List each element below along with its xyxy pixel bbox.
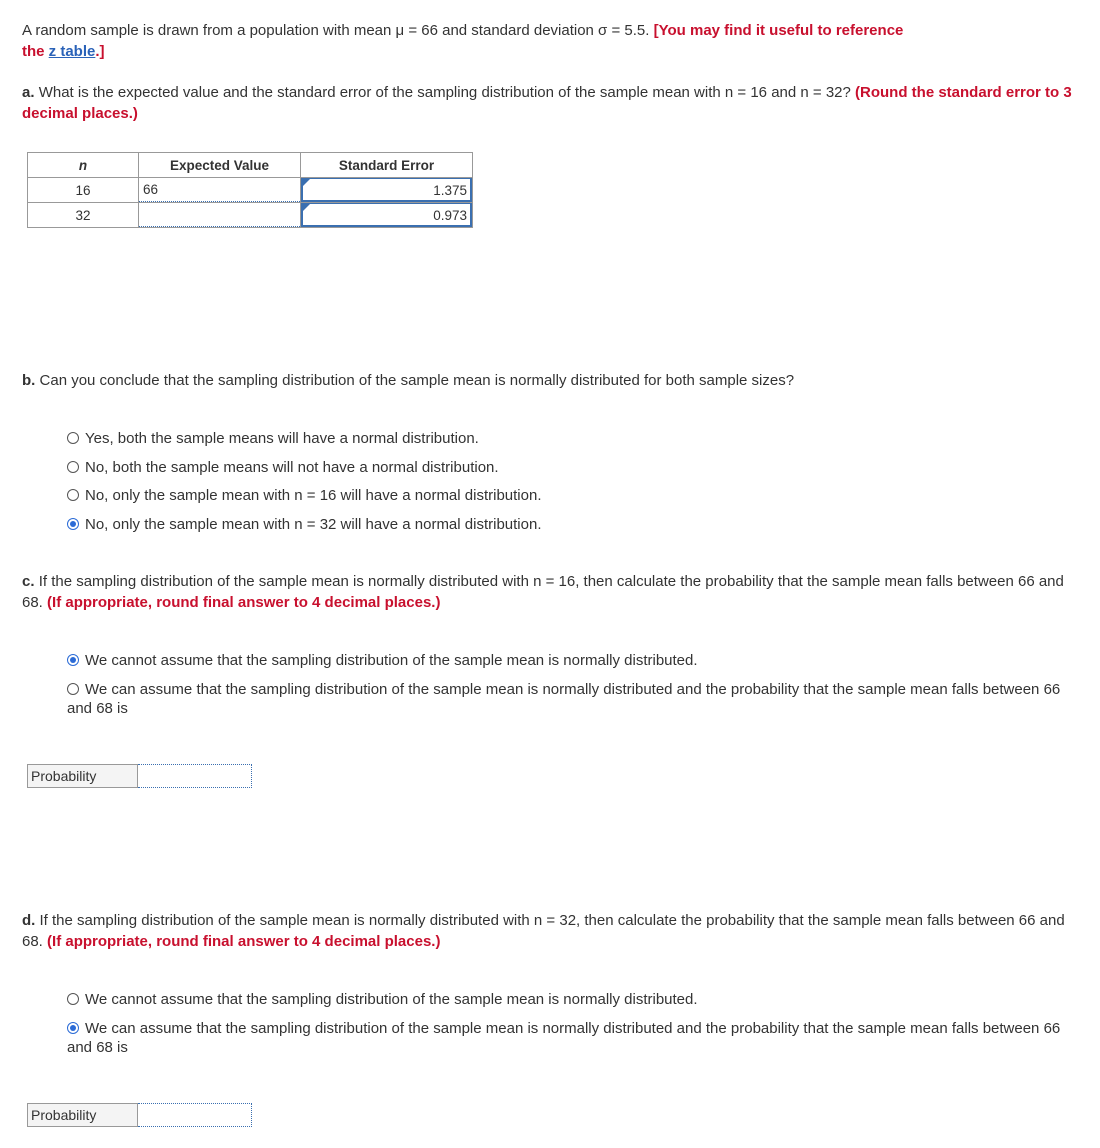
standard-error-input-16[interactable]: 1.375 <box>301 178 472 202</box>
part-c-question <box>22 571 1082 613</box>
part-b-option-1[interactable]: Yes, both the sample means will have a normal distribution. <box>67 429 479 448</box>
z-table-link[interactable]: z table <box>48 43 96 60</box>
radio-button[interactable] <box>67 432 79 444</box>
part-d-probability <box>27 1103 252 1127</box>
part-d-question <box>22 910 1082 952</box>
radio-button-selected[interactable] <box>67 654 79 666</box>
part-b-option-3[interactable]: No, only the sample mean with n = 16 will have a normal distribution. <box>67 486 541 505</box>
table-row <box>28 203 473 228</box>
intro-text: A random sample is drawn from a population with mean μ = 66 and standard deviation σ = 5.5. <box>22 22 650 39</box>
part-a-label: a. <box>22 84 35 101</box>
radio-button[interactable] <box>67 489 79 501</box>
part-d-instruction: (If appropriate, round final answer to 4 decimal places.) <box>47 933 441 950</box>
part-a-question <box>22 82 1082 124</box>
expected-value-cell <box>139 178 301 203</box>
row-n-value: 16 <box>28 178 139 203</box>
part-c-text: If the sampling distribution of the sample mean is normally distributed with n = 16, then calculate the probability that the sample mean falls between 66 and 68. <box>22 573 1064 611</box>
radio-button[interactable] <box>67 683 79 695</box>
radio-button-selected[interactable] <box>67 518 79 530</box>
expected-value-input-16[interactable]: 66 <box>139 178 300 202</box>
row-n-value: 32 <box>28 203 139 228</box>
part-b-text: Can you conclude that the sampling distribution of the sample mean is normally distributed for both sample sizes? <box>39 372 795 389</box>
probability-input-d[interactable] <box>138 1103 252 1127</box>
standard-error-cell <box>301 178 473 203</box>
part-c-option-1[interactable]: We cannot assume that the sampling distribution of the sample mean is normally distributed. <box>67 651 698 670</box>
radio-button[interactable] <box>67 993 79 1005</box>
table-row <box>28 178 473 203</box>
input-corner-marker <box>303 179 310 186</box>
part-c-label: c. <box>22 573 35 590</box>
answer-table <box>27 152 473 228</box>
header-standard-error: Standard Error <box>301 153 473 178</box>
part-a-text: What is the expected value and the standard error of the sampling distribution of the sample mean with n = 16 and n = 32? <box>38 84 851 101</box>
part-c-instruction: (If appropriate, round final answer to 4 decimal places.) <box>47 594 441 611</box>
expected-value-input-32[interactable] <box>139 203 300 227</box>
part-b-label: b. <box>22 372 36 389</box>
input-corner-marker <box>303 204 310 211</box>
part-c-probability <box>27 764 252 788</box>
expected-value-cell <box>139 203 301 228</box>
table-header-row <box>28 153 473 178</box>
radio-button[interactable] <box>67 461 79 473</box>
intro-paragraph <box>22 20 1082 62</box>
part-d-option-2[interactable]: We can assume that the sampling distribution of the sample mean is normally distributed and the probability that the sample mean falls between 66 and 68 is <box>67 1020 1061 1056</box>
radio-button-selected[interactable] <box>67 1022 79 1034</box>
probability-label: Probability <box>27 1103 138 1127</box>
standard-error-input-32[interactable]: 0.973 <box>301 203 472 227</box>
part-c-option-2[interactable]: We can assume that the sampling distribution of the sample mean is normally distributed and the probability that the sample mean falls between 66 and 68 is <box>67 681 1061 717</box>
part-b-question <box>22 370 1082 391</box>
part-d-text: If the sampling distribution of the sample mean is normally distributed with n = 32, then calculate the probability that the sample mean falls between 66 and 68. <box>22 912 1065 950</box>
part-a-instruction: (Round the standard error to 3 decimal places.) <box>22 84 1072 122</box>
part-d-label: d. <box>22 912 36 929</box>
part-b-option-2[interactable]: No, both the sample means will not have a normal distribution. <box>67 458 499 477</box>
header-n: n <box>28 153 139 178</box>
intro-hint: [You may find it useful to reference the z table.] <box>22 22 904 60</box>
part-b-option-4[interactable]: No, only the sample mean with n = 32 will have a normal distribution. <box>67 515 541 534</box>
part-d-option-1[interactable]: We cannot assume that the sampling distribution of the sample mean is normally distributed. <box>67 990 698 1009</box>
probability-label: Probability <box>27 764 138 788</box>
header-expected-value: Expected Value <box>139 153 301 178</box>
probability-input-c[interactable] <box>138 764 252 788</box>
standard-error-cell <box>301 203 473 228</box>
